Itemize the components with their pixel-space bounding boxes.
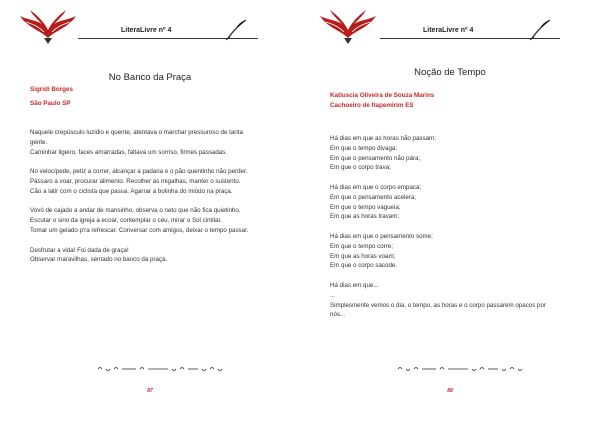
right-page (300, 0, 600, 424)
poem-title: No Banco da Praça (108, 72, 192, 83)
poem-line: gente. (30, 138, 48, 146)
poem-line: Há dias em que o pensamento some; (330, 232, 433, 240)
poem-line: Simplesmente vemos o dia, o tempo, as horas e o corpo passarem opacos por (330, 301, 546, 309)
poem-line (330, 271, 580, 281)
poem-line: Naquele crepúsculo luzidio e quente, atentava o marchar pressuroso de tanta (30, 129, 243, 136)
poem-line: Em que as horas voam; (330, 252, 396, 260)
ornament-divider-icon (96, 364, 226, 374)
poem-line: Vovó de cajado a andar de mansinho, observa o neto que não fica quietinho. (30, 207, 241, 215)
poem-line: Caminhar ligeiro, faces amarradas, faltava um sorriso, firmes passadas. (30, 148, 228, 156)
page-number: 87 (147, 388, 153, 394)
poem-line (30, 197, 280, 207)
poem-line: Desfrutar a vida! Foi dada de graça! (30, 246, 129, 254)
poem-line: Tomar um gelado p'ra refrescar. Conversar com amigos, deixar o tempo passar. (30, 226, 249, 234)
poem-line: Escutar o sino da igreja a ecoar, contemplar o céu, mirar o Sol cintilar. (30, 217, 222, 225)
winged-logo-icon (318, 10, 378, 44)
poem-line (330, 222, 580, 232)
quill-pen-icon (224, 18, 248, 42)
poem-line: Cão a latir com o ciclista que passa. Agarrar a bolinha do miúdo na praça. (30, 187, 233, 195)
author-name: Sigridi Borges (30, 86, 74, 93)
poem-line: Em que as horas travam; (330, 213, 400, 221)
poem-line: Em que o pensamento não pára; (330, 154, 421, 162)
poem-line: Há dias em que as horas não passam; (330, 135, 436, 142)
poem-line: Observar maravilhas, sentado no banco da praça. (30, 256, 168, 264)
poem-line: ... (330, 291, 336, 299)
poem-line: Em que o pensamento acelera; (330, 193, 416, 201)
author-place: São Paulo SP (30, 100, 71, 107)
winged-logo-icon (18, 10, 78, 44)
author-place: Cachoeiro de Itapemirim ES (330, 102, 414, 109)
poem-line: Em que o tempo corre; (330, 242, 393, 250)
author-name: Katiuscia Oliveira de Souza Marins (330, 92, 435, 99)
poem-line: Em que o corpo trava; (330, 164, 391, 172)
poem-line: Em que o tempo divaga; (330, 144, 398, 152)
poem-line: Há dias em que... (330, 281, 379, 289)
poem-line (30, 236, 280, 246)
poem-line: Em que o tempo vagueia; (330, 203, 401, 211)
poem-body (330, 134, 580, 320)
poem-line: nós... (330, 311, 346, 319)
poem-line: Em que o corpo sacode. (330, 262, 398, 270)
poem-line: Pássaro a voar, procurar alimento. Recolher as migalhas, manter o sustento. (30, 177, 241, 185)
poem-line (330, 173, 580, 183)
page-number: 88 (447, 388, 453, 394)
ornament-divider-icon (396, 364, 526, 374)
magazine-header-label: LiteraLivre nº 4 (118, 27, 174, 34)
magazine-header-label: LiteraLivre nº 4 (420, 27, 476, 34)
quill-pen-icon (528, 18, 552, 42)
poem-title: Noção de Tempo (414, 67, 486, 78)
poem-line: Há dias em que o corpo empaca; (330, 183, 422, 191)
poem-body (30, 128, 280, 265)
poem-line: No velocípede, petiz a correr, alcançar a padaria e o pão quentinho não perder. (30, 168, 248, 176)
poem-line (30, 157, 280, 167)
